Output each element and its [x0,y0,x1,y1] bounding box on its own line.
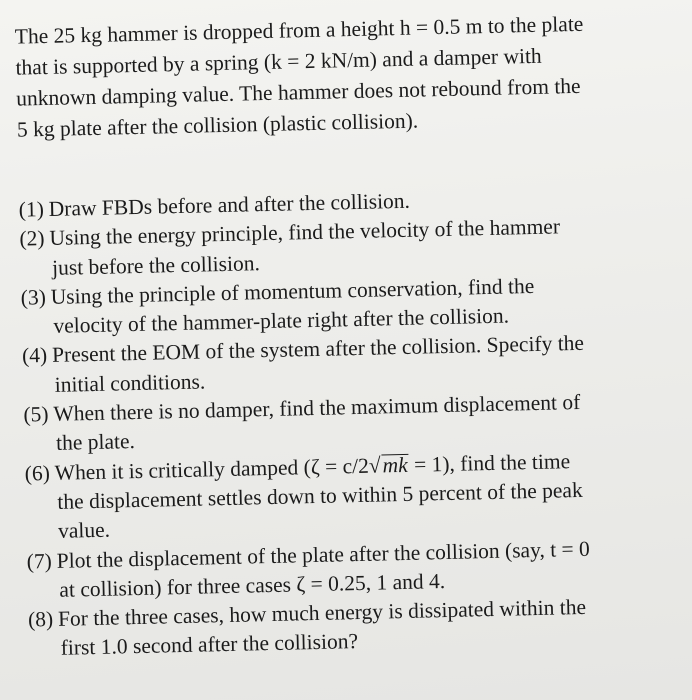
question-number: (3) [20,284,47,310]
question-text: Using the principle of momentum conservation, find the [50,273,535,309]
sqrt-symbol: √ [368,453,381,478]
question-text: value. [57,517,111,544]
question-text: the plate. [55,429,136,456]
statement-line: unknown damping value. The hammer does not rebound from the [15,73,581,111]
question-number: (8) [27,607,54,632]
question-text: When it is critically damped (ζ = c/2 [54,453,370,485]
question-text: When there is no damper, find the maximum displacement of [53,390,581,426]
question-number: (6) [24,460,51,486]
question-text: just before the collision. [51,250,261,280]
question-6 [24,444,691,547]
question-text: first 1.0 second after the collision? [60,629,359,661]
statement-line: that is supported by a spring (k = 2 kN/m) and a damper with [15,43,542,80]
question-number: (2) [19,226,45,251]
question-number: (5) [23,402,49,427]
statement-line: The 25 kg hammer is dropped from a height h = 0.5 m to the plate [14,11,584,49]
question-text: initial conditions. [54,369,206,397]
question-text: Using the energy principle, find the velocity of the hammer [49,214,561,251]
statement-line: 5 kg plate after the collision (plastic collision). [16,108,419,142]
problem-statement [14,7,677,146]
question-list [18,181,692,665]
question-number: (4) [21,343,48,369]
question-text: Plot the displacement of the plate after the collision (say, t = 0 [56,536,591,573]
question-number: (7) [26,548,53,574]
sqrt-radicand: mk [382,452,408,478]
question-text: = 1), find the time [408,448,571,477]
question-text: Present the EOM of the system after the collision. Specify the [51,331,585,368]
question-number: (1) [18,197,45,222]
question-text: For the three cases, how much energy is dissipated within the [57,595,587,631]
question-text: Draw FBDs before and after the collision. [48,188,411,221]
question-text: at collision) for three cases ζ = 0.25, 1 and 4. [59,568,446,602]
question-text: the displacement settles down to within 5 percent of the peak [57,477,583,514]
question-text: velocity of the hammer-plate right after the collision. [53,303,510,339]
